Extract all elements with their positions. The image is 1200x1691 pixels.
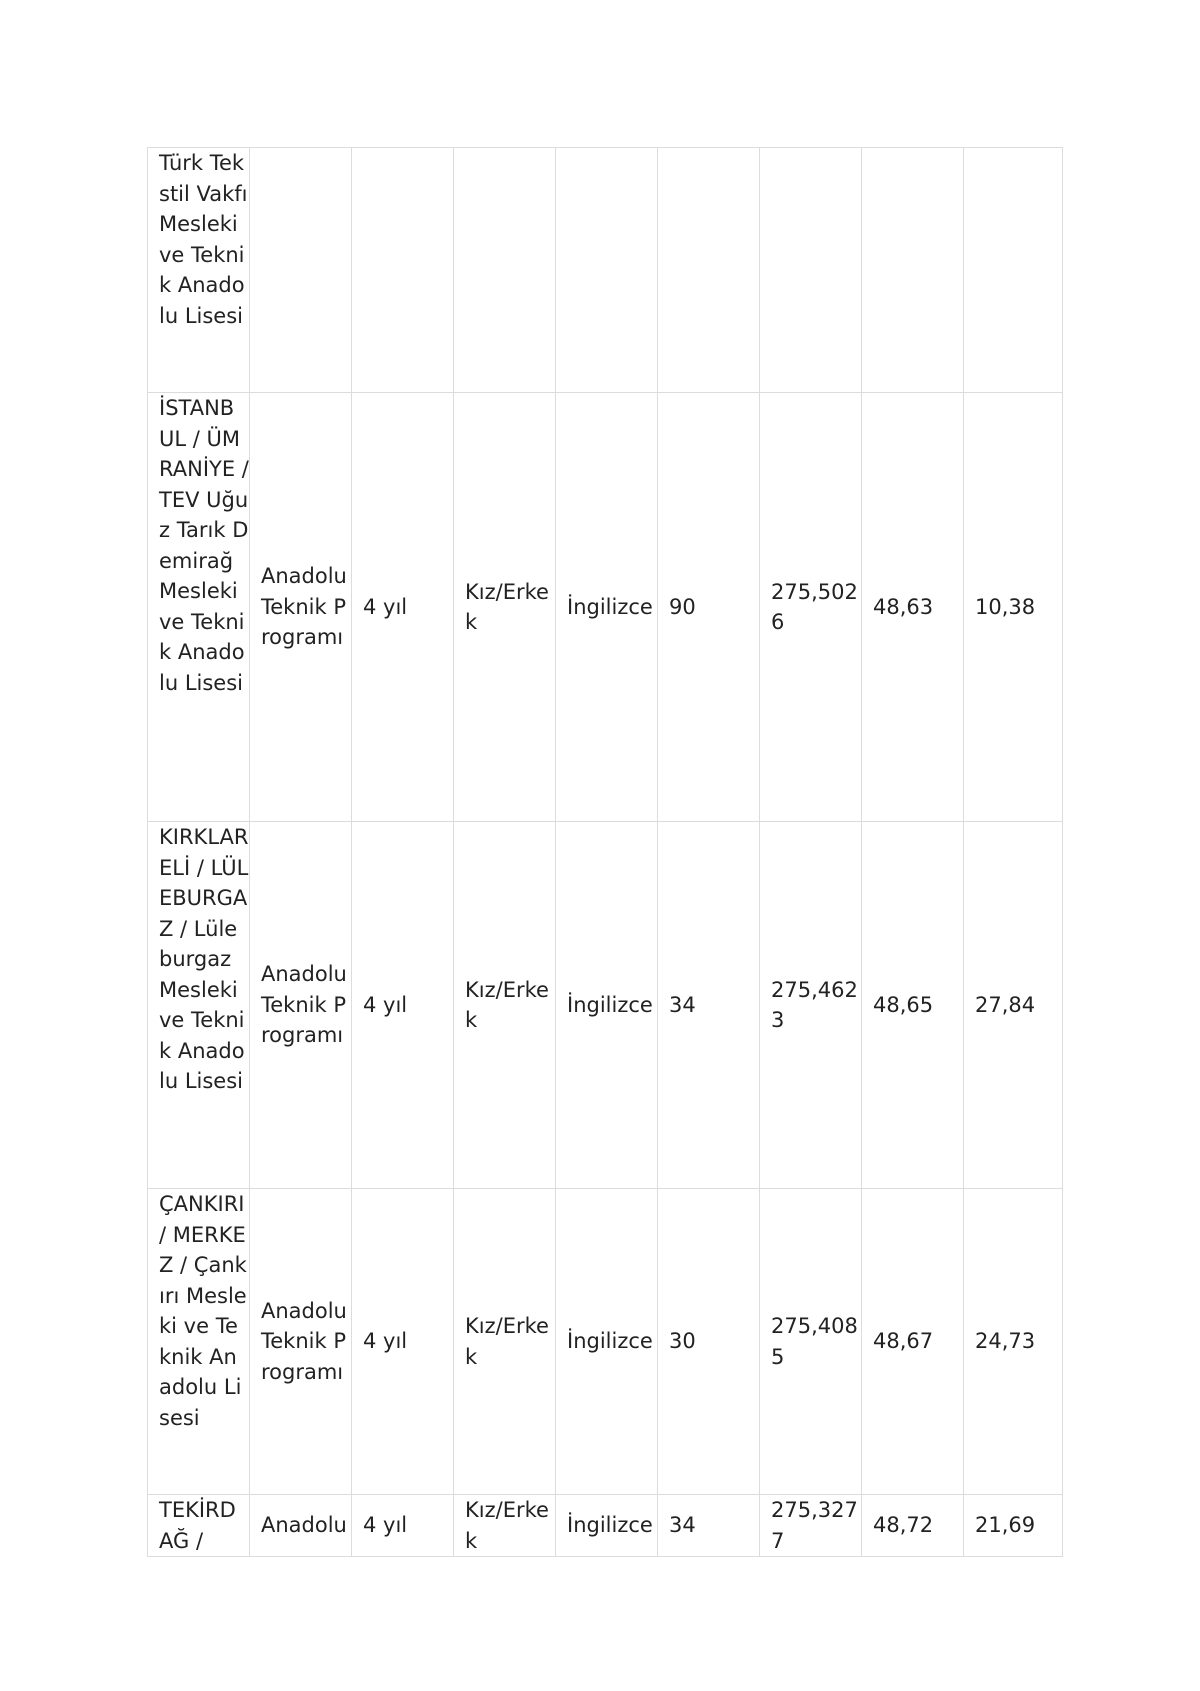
rate-cell: 24,73 [964, 1189, 1063, 1495]
score-cell: 275,5026 [760, 393, 862, 822]
rate-cell: 10,38 [964, 393, 1063, 822]
language-cell: İngilizce [556, 393, 658, 822]
table-row [148, 148, 1063, 393]
gender-cell: Kız/Erkek [454, 822, 556, 1189]
quota-cell: 90 [658, 393, 760, 822]
quota-cell: 34 [658, 822, 760, 1189]
program-cell: Anadolu Teknik Programı [250, 393, 352, 822]
language-cell: İngilizce [556, 1189, 658, 1495]
table-row [148, 1189, 1063, 1495]
gender-cell [454, 148, 556, 393]
language-cell [556, 148, 658, 393]
percentile-cell: 48,72 [862, 1495, 964, 1557]
score-cell: 275,3277 [760, 1495, 862, 1557]
score-cell: 275,4085 [760, 1189, 862, 1495]
school-quota-table [147, 147, 1063, 1557]
percentile-cell: 48,65 [862, 822, 964, 1189]
duration-cell: 4 yıl [352, 822, 454, 1189]
program-cell: Anadolu [250, 1495, 352, 1557]
duration-cell: 4 yıl [352, 1189, 454, 1495]
quota-cell: 34 [658, 1495, 760, 1557]
gender-cell: Kız/Erkek [454, 1495, 556, 1557]
program-cell: Anadolu Teknik Programı [250, 1189, 352, 1495]
score-cell [760, 148, 862, 393]
school-name-cell: İSTANBUL / ÜMRANİYE / TEV Uğuz Tarık Demirağ Mesleki ve Teknik Anadolu Lisesi [148, 393, 250, 822]
program-cell: Anadolu Teknik Programı [250, 822, 352, 1189]
rate-cell: 21,69 [964, 1495, 1063, 1557]
gender-cell: Kız/Erkek [454, 1189, 556, 1495]
rate-cell [964, 148, 1063, 393]
gender-cell: Kız/Erkek [454, 393, 556, 822]
school-name-cell: ÇANKIRI / MERKEZ / Çankırı Mesleki ve Teknik Anadolu Lisesi [148, 1189, 250, 1495]
duration-cell: 4 yıl [352, 1495, 454, 1557]
quota-cell [658, 148, 760, 393]
table-row [148, 822, 1063, 1189]
percentile-cell: 48,63 [862, 393, 964, 822]
quota-cell: 30 [658, 1189, 760, 1495]
program-cell [250, 148, 352, 393]
school-name-cell: KIRKLARELİ / LÜLEBURGAZ / Lüleburgaz Mesleki ve Teknik Anadolu Lisesi [148, 822, 250, 1189]
table-row [148, 1495, 1063, 1557]
percentile-cell [862, 148, 964, 393]
table-row [148, 393, 1063, 822]
score-cell: 275,4623 [760, 822, 862, 1189]
duration-cell: 4 yıl [352, 393, 454, 822]
percentile-cell: 48,67 [862, 1189, 964, 1495]
language-cell: İngilizce [556, 822, 658, 1189]
rate-cell: 27,84 [964, 822, 1063, 1189]
duration-cell [352, 148, 454, 393]
school-name-cell: Türk Tekstil Vakfı Mesleki ve Teknik Anadolu Lisesi [148, 148, 250, 393]
language-cell: İngilizce [556, 1495, 658, 1557]
school-name-cell: TEKİRDAĞ / [148, 1495, 250, 1557]
